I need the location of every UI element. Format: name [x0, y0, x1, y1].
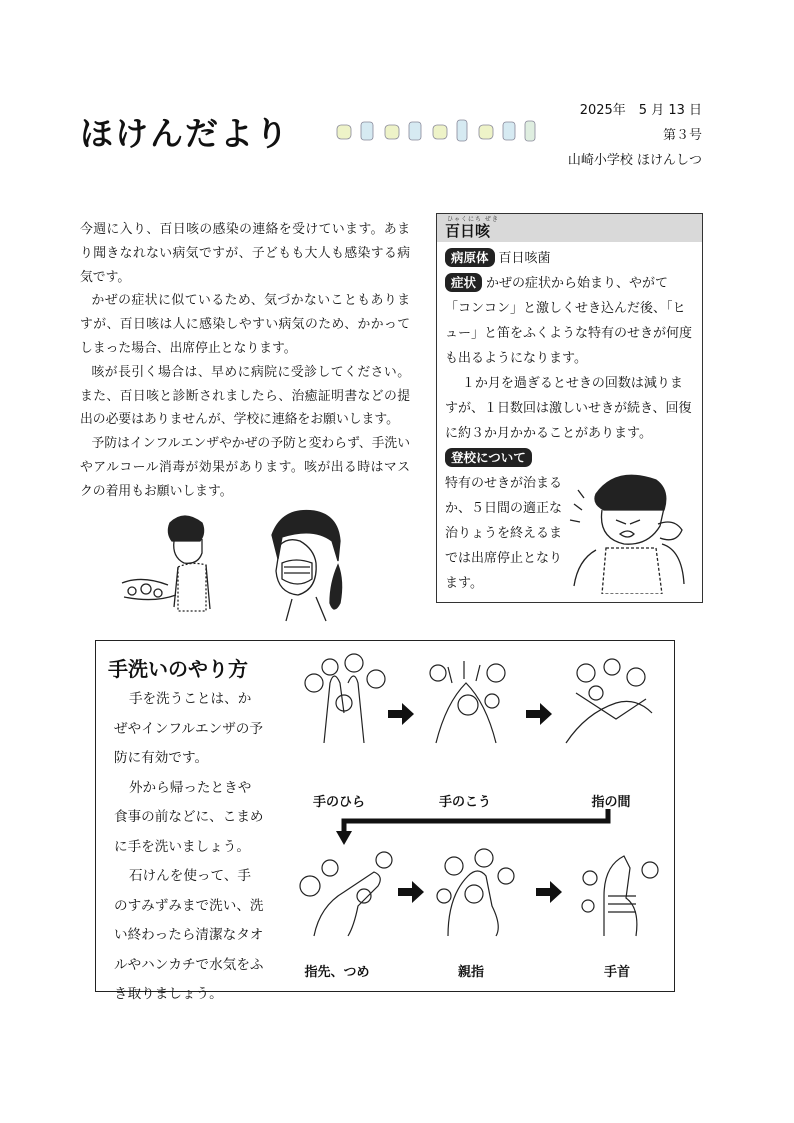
issue-number: 第３号: [662, 128, 702, 143]
newsletter-title: ほけんだより: [80, 114, 290, 153]
step-fingertips-illustration: [294, 846, 399, 946]
connector-arrow-icon: [336, 809, 616, 849]
step-label: 手首: [603, 965, 630, 980]
pathogen-value: 百日咳菌: [498, 251, 551, 266]
school-attendance-text: 特有のせきが治まるか、５日間の適正な治りょうを終えるまでは出席停止となります。: [445, 476, 563, 591]
pathogen-label: 病原体: [445, 248, 495, 267]
pertussis-header: [437, 214, 702, 242]
pertussis-box: [436, 213, 703, 603]
school-attendance-label: 登校について: [445, 448, 532, 467]
step-label: 指先、つめ: [304, 965, 370, 980]
pertussis-title: 百日咳: [445, 222, 491, 240]
handwashing-paragraph: 石けんを使って、手のすみずみまで洗い、洗い終わったら清潔なタオルやハンカチで水気をふき取りましょう。: [114, 868, 264, 1002]
symptom-label: 症状: [445, 273, 482, 292]
intro-text: [80, 218, 410, 504]
title-ruby: ひゃくにち ぜき: [447, 216, 499, 223]
coughing-child-illustration: [566, 464, 696, 594]
step-backs-illustration: [416, 653, 521, 753]
step-thumbs-illustration: [424, 846, 529, 946]
children-illustration: [112, 505, 372, 623]
arrow-icon: [526, 703, 552, 725]
step-wrists-illustration: [564, 846, 669, 946]
step-label: 手のひら: [312, 795, 365, 810]
handwashing-box: [95, 640, 675, 1002]
bottle-decoration: [335, 118, 545, 144]
header-meta: [568, 98, 702, 173]
school-name: 山崎小学校 ほけんしつ: [567, 153, 702, 168]
arrow-icon: [398, 881, 424, 903]
step-label: 手のこう: [438, 795, 491, 810]
step-label: 指の間: [591, 795, 631, 810]
arrow-icon: [388, 703, 414, 725]
step-palms-illustration: [294, 653, 399, 753]
step-label: 親指: [457, 965, 484, 980]
arrow-icon: [536, 881, 562, 903]
intro-paragraph: かぜの症状に似ているため、気づかないこともありますが、百日咳は人に感染しやすい病気のため、かかってしまった場合、出席停止となります。: [80, 293, 410, 356]
step-between-fingers-illustration: [556, 653, 661, 753]
intro-paragraph: 今週に入り、百日咳の感染の連絡を受けています。あまり聞きなれない病気ですが、子どもも大人も感染する病気です。: [80, 222, 410, 285]
issue-date: 2025年 5 月 13 日: [579, 103, 702, 118]
handwashing-paragraph: 手を洗うことは、かぜやインフルエンザの予防に有効です。: [114, 691, 263, 766]
symptom-text: かぜの症状から始まり、やがて「コンコン」と激しくせき込んだ後、「ヒュー」と笛をふくような特有のせきが何度も出るようになります。: [445, 276, 693, 366]
handwashing-text: [114, 685, 264, 1010]
handwashing-title: 手洗いのやり方: [108, 657, 248, 681]
symptom-text-2: １か月を過ぎるとせきの回数は減りますが、１日数回は激しいせきが続き、回復に約３か月かかることがあります。: [445, 376, 692, 441]
handwashing-paragraph: 外から帰ったときや食事の前などに、こまめに手を洗いましょう。: [114, 779, 264, 855]
intro-paragraph: 予防はインフルエンザやかぜの予防と変わらず、手洗いやアルコール消毒が効果があります。咳が出る時はマスクの着用もお願いします。: [80, 436, 410, 499]
intro-paragraph: 咳が長引く場合は、早めに病院に受診してください。また、百日咳と診断されましたら、治癒証明書などの提出の必要はありませんが、学校に連絡をお願いします。: [80, 364, 410, 428]
